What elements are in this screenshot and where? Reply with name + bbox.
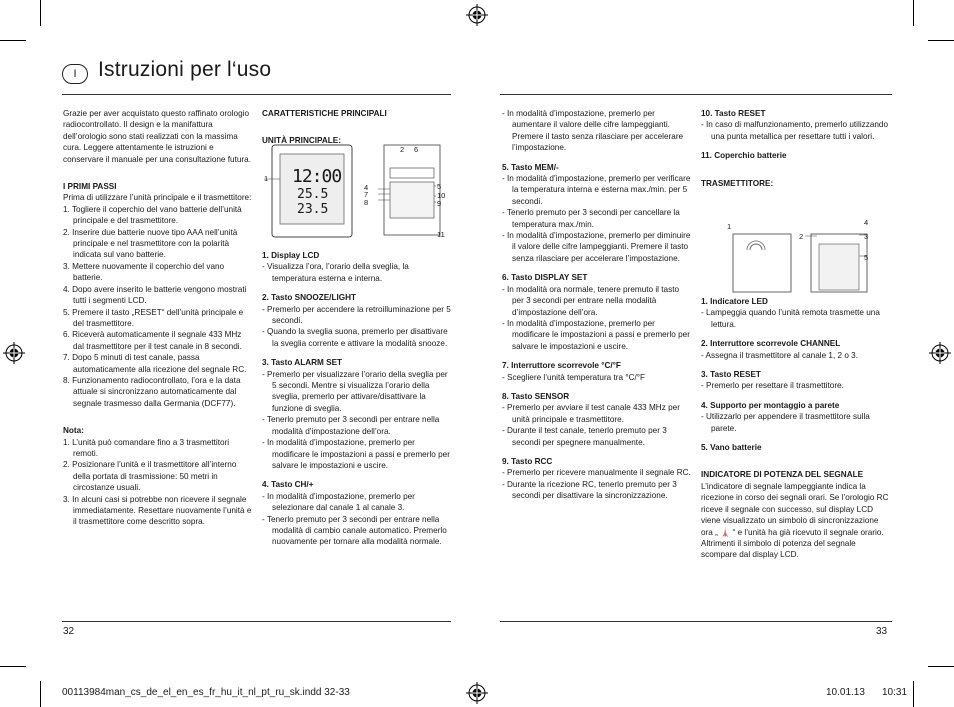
list-item: - Durante la ricezione RC, tenerlo premuto per 3 secondi per disattivare la sincronizzazione. bbox=[502, 479, 677, 501]
intro-paragraph: Grazie per aver acquistato questo raffinato orologio radiocontrollato. Il design e la manifattura dell’orologio sono stati realizzati con la massima cura. Leggere attentamente le istruzioni e conservare il manuale per una consultazione futura. bbox=[63, 109, 251, 164]
continuation-list bbox=[502, 108, 692, 154]
list-item: - In caso di malfunzionamento, premerlo utilizzando una punta metallica per resettare tutti i valori. bbox=[701, 120, 889, 141]
transmitter-diagram bbox=[701, 232, 891, 294]
page-header bbox=[62, 60, 452, 92]
crop-mark bbox=[928, 666, 954, 667]
item-heading: 9. Tasto RCC bbox=[502, 456, 553, 466]
list-item: 4. Dopo avere inserito le batterie vengono mostrati tutti i segmenti LCD. bbox=[63, 284, 247, 306]
callout-label: 8 bbox=[364, 198, 369, 207]
item-heading: 2. Interruttore scorrevole CHANNEL bbox=[701, 339, 841, 349]
callout-label: 1 bbox=[727, 222, 732, 231]
item-heading: 6. Tasto DISPLAY SET bbox=[502, 273, 588, 283]
column-4-items-bottom bbox=[701, 296, 891, 453]
list-item: - Scegliere l’unità temperatura tra °C/°F bbox=[502, 372, 646, 382]
note-heading: Nota: bbox=[63, 426, 84, 436]
registration-mark-icon bbox=[466, 4, 488, 26]
item-heading: 1. Indicatore LED bbox=[701, 297, 768, 306]
list-item: - Lampeggia quando l’unità remota trasmette una lettura. bbox=[701, 308, 880, 329]
crop-mark bbox=[40, 681, 41, 707]
page-number-left: 32 bbox=[63, 626, 75, 637]
main-unit-diagram bbox=[262, 142, 454, 242]
callout-label: 2 bbox=[400, 145, 405, 154]
list-item: 7. Dopo 5 minuti di test canale, passa automaticamente alla ricezione del segnale RC. bbox=[63, 353, 247, 374]
item-heading: 5. Tasto MEM/- bbox=[502, 162, 559, 172]
list-item: - In modalità ora normale, tenere premuto il tasto per 3 secondi per entrare nella modalità d’impostazione dell’ora. bbox=[502, 284, 680, 317]
column-4-bottom bbox=[701, 296, 891, 561]
section-heading: CARATTERISTICHE PRINCIPALI bbox=[262, 109, 387, 118]
callout-label: 2 bbox=[799, 232, 804, 241]
list-item: - Quando la sveglia suona, premerlo per disattivare la sveglia corrente e attivare la modalità snooze. bbox=[262, 327, 448, 348]
lcd-temp-outdoor: 25.5 bbox=[297, 187, 329, 202]
print-time: 10:31 bbox=[882, 687, 908, 698]
list-item: 3. In alcuni casi si potrebbe non ricevere il segnale immediatamente. Resettare nuovamente l’unità e il trasmettitore come descritto sopra. bbox=[63, 494, 252, 527]
item-heading: 8. Tasto SENSOR bbox=[502, 391, 570, 401]
list-item: - Visualizza l’ora, l’orario della sveglia, la temperatura esterna e interna. bbox=[262, 262, 409, 283]
list-item: 5. Premere il tasto „RESET“ dell’unità principale e del trasmettitore. bbox=[63, 307, 244, 328]
item-heading: 7. Interruttore scorrevole °C/°F bbox=[502, 361, 621, 371]
list-item: 8. Funzionamento radiocontrollato, l’ora e la data attuale si sincronizzano automaticamente dal segnale trasmesso dalla Germania (DCF77). bbox=[63, 375, 241, 408]
section-heading: TRASMETTITORE: bbox=[701, 178, 774, 188]
print-filename: 00113984man_cs_de_el_en_es_fr_hu_it_nl_pt_ru_sk.indd 32-33 bbox=[62, 687, 350, 698]
list-item: 1. Togliere il coperchio del vano batterie dell’unità principale e del trasmettitore. bbox=[63, 204, 242, 226]
list-item: - Premerlo per visualizzare l’orario della sveglia per 5 secondi. Mentre si visualizza l’orario della sveglia, premerlo per attivare/disattivare la funzione di sveglia. bbox=[262, 369, 448, 413]
list-item: - In modalità d’impostazione, premerlo per selezionare dal canale 1 al canale 3. bbox=[262, 491, 415, 513]
list-item: - In modalità d’impostazione, premerlo per aumentare il valore delle cifre lampeggianti. Premere il tasto senza rilasciare per accelerare l’impostazione. bbox=[502, 109, 684, 153]
page-number-right: 33 bbox=[876, 626, 888, 637]
item-heading: 1. Display LCD bbox=[262, 251, 320, 260]
footer-rule bbox=[500, 621, 892, 622]
list-item: - Premerlo per resettare il trasmettitore. bbox=[701, 381, 844, 391]
item-heading: 5. Vano batterie bbox=[701, 443, 762, 453]
list-item: - In modalità d’impostazione, premerlo per diminuire il valore delle cifre lampeggianti. Premere il tasto senza rilasciare per accelerare l’impostazione. bbox=[502, 231, 691, 263]
registration-mark-icon bbox=[466, 682, 488, 704]
list-item: - Premerlo per ricevere manualmente il segnale RC. bbox=[502, 468, 691, 478]
item-heading: 10. Tasto RESET bbox=[701, 109, 766, 118]
item-heading: 4. Tasto CH/+ bbox=[262, 480, 314, 490]
crop-mark bbox=[0, 666, 26, 667]
header-rule bbox=[62, 94, 451, 95]
item-heading: 11. Coperchio batterie bbox=[701, 151, 787, 161]
language-badge: I bbox=[62, 64, 88, 84]
list-item: 2. Inserire due batterie nuove tipo AAA nell’unità principale e nel trasmettitore con la polarità indicata sul vano batterie. bbox=[63, 227, 238, 260]
item-heading: 3. Tasto ALARM SET bbox=[262, 358, 343, 368]
section-heading: UNITÀ PRINCIPALE: bbox=[262, 136, 341, 146]
footer-rule bbox=[62, 621, 451, 622]
section-heading: I PRIMI PASSI bbox=[63, 182, 117, 192]
column-2 bbox=[262, 108, 454, 147]
callout-label: 6 bbox=[414, 145, 419, 154]
list-item: 3. Mettere nuovamente il coperchio del vano batterie. bbox=[63, 261, 225, 283]
callout-label: 4 bbox=[864, 218, 869, 227]
callout-label: 1 bbox=[264, 174, 269, 183]
callout-label: 3 bbox=[864, 232, 869, 241]
steps-list bbox=[63, 204, 253, 409]
callout-label: 5 bbox=[864, 253, 869, 262]
lcd-temp-indoor: 23.5 bbox=[297, 202, 329, 217]
list-item: 2. Posizionare l’unità e il trasmettitore all’interno della portata di trasmissione: 50 metri in circostanze usuali. bbox=[63, 460, 237, 493]
lcd-time: 12:00 bbox=[292, 166, 342, 187]
crop-mark bbox=[0, 40, 26, 41]
registration-mark-icon bbox=[3, 342, 25, 364]
callout-label: 11 bbox=[437, 230, 445, 239]
registration-mark-icon bbox=[929, 342, 951, 364]
item-heading: 3. Tasto RESET bbox=[701, 370, 761, 380]
list-item: 6. Riceverà automaticamente il segnale 433 MHz dal trasmettitore per il test canale in 8 secondi. bbox=[63, 330, 242, 351]
column-3-items bbox=[502, 162, 692, 502]
callout-label: 10 bbox=[437, 191, 446, 200]
page-title: Istruzioni per l‘uso bbox=[98, 58, 272, 81]
list-item: 1. L’unità può comandare fino a 3 trasmettitori remoti. bbox=[63, 437, 230, 458]
paragraph: L’indicatore di segnale lampeggiante indica la ricezione in corso dei segnali orari. Se l’orologio RC riceve il segnale con successo, sul display LCD viene visualizzato un simbolo di sincronizzazione ora „ 🗼 “ e l’unità ha già ricevuto il segnale orario. Altrimenti il simbolo di potenza del segnale scompare dal display LCD. bbox=[701, 481, 889, 560]
list-item: - In modalità d’impostazione, premerlo per modificare le impostazioni a passi e premerlo per salvare le impostazioni e uscire. bbox=[502, 318, 690, 351]
callout-label: 4 bbox=[364, 183, 369, 192]
callout-label: 9 bbox=[437, 199, 442, 208]
header-rule bbox=[500, 94, 892, 95]
callout-label: 7 bbox=[364, 190, 369, 199]
item-heading: 2. Tasto SNOOZE/LIGHT bbox=[262, 293, 357, 303]
column-4 bbox=[701, 108, 891, 189]
list-item: - Durante il test canale, tenerlo premuto per 3 secondi per spegnere manualmente. bbox=[502, 426, 667, 447]
column-3 bbox=[502, 108, 692, 502]
list-item: - Tenerlo premuto per 3 secondi per entrare nella modalità d’impostazione dell’ora. bbox=[262, 415, 440, 436]
list-item: - Tenerlo premuto per 3 secondi per entrare nella modalità di cambio canale automatico. Premerlo nuovamente per tornare alla modalità normale. bbox=[262, 514, 447, 547]
column-1 bbox=[63, 108, 253, 528]
callout-label: 5 bbox=[437, 182, 442, 191]
list-item: - Tenerlo premuto per 3 secondi per cancellare la temperatura max./min. bbox=[502, 208, 680, 229]
list-item: - In modalità d’impostazione, premerlo per modificare le impostazioni a passi e premerlo per salvare le impostazioni e uscire. bbox=[262, 438, 450, 470]
list-item: - Premerlo per avviare il test canale 433 MHz per unità principale e trasmettitore. bbox=[502, 403, 680, 424]
list-item: - In modalità d’impostazione, premerlo per verificare la temperatura interna e esterna max./min. per 5 secondi. bbox=[502, 174, 691, 206]
crop-mark bbox=[928, 40, 954, 41]
crop-mark bbox=[913, 0, 914, 26]
crop-mark bbox=[913, 681, 914, 707]
list-item: - Utilizzarlo per appendere il trasmettitore sulla parete. bbox=[701, 412, 870, 433]
column-4-items-top bbox=[701, 108, 891, 162]
item-heading: 4. Supporto per montaggio a parete bbox=[701, 400, 840, 410]
print-date: 10.01.13 bbox=[826, 687, 865, 698]
notes-list bbox=[63, 437, 253, 528]
paragraph: Prima di utilizzare l’unità principale e il trasmettitore: bbox=[63, 193, 252, 203]
crop-mark bbox=[40, 0, 41, 26]
list-item: - Assegna il trasmettitore al canale 1, 2 o 3. bbox=[701, 350, 859, 360]
column-2-items bbox=[262, 250, 454, 548]
list-item: - Premerlo per accendere la retroilluminazione per 5 secondi. bbox=[262, 304, 451, 326]
section-heading: INDICATORE DI POTENZA DEL SEGNALE bbox=[701, 470, 864, 480]
